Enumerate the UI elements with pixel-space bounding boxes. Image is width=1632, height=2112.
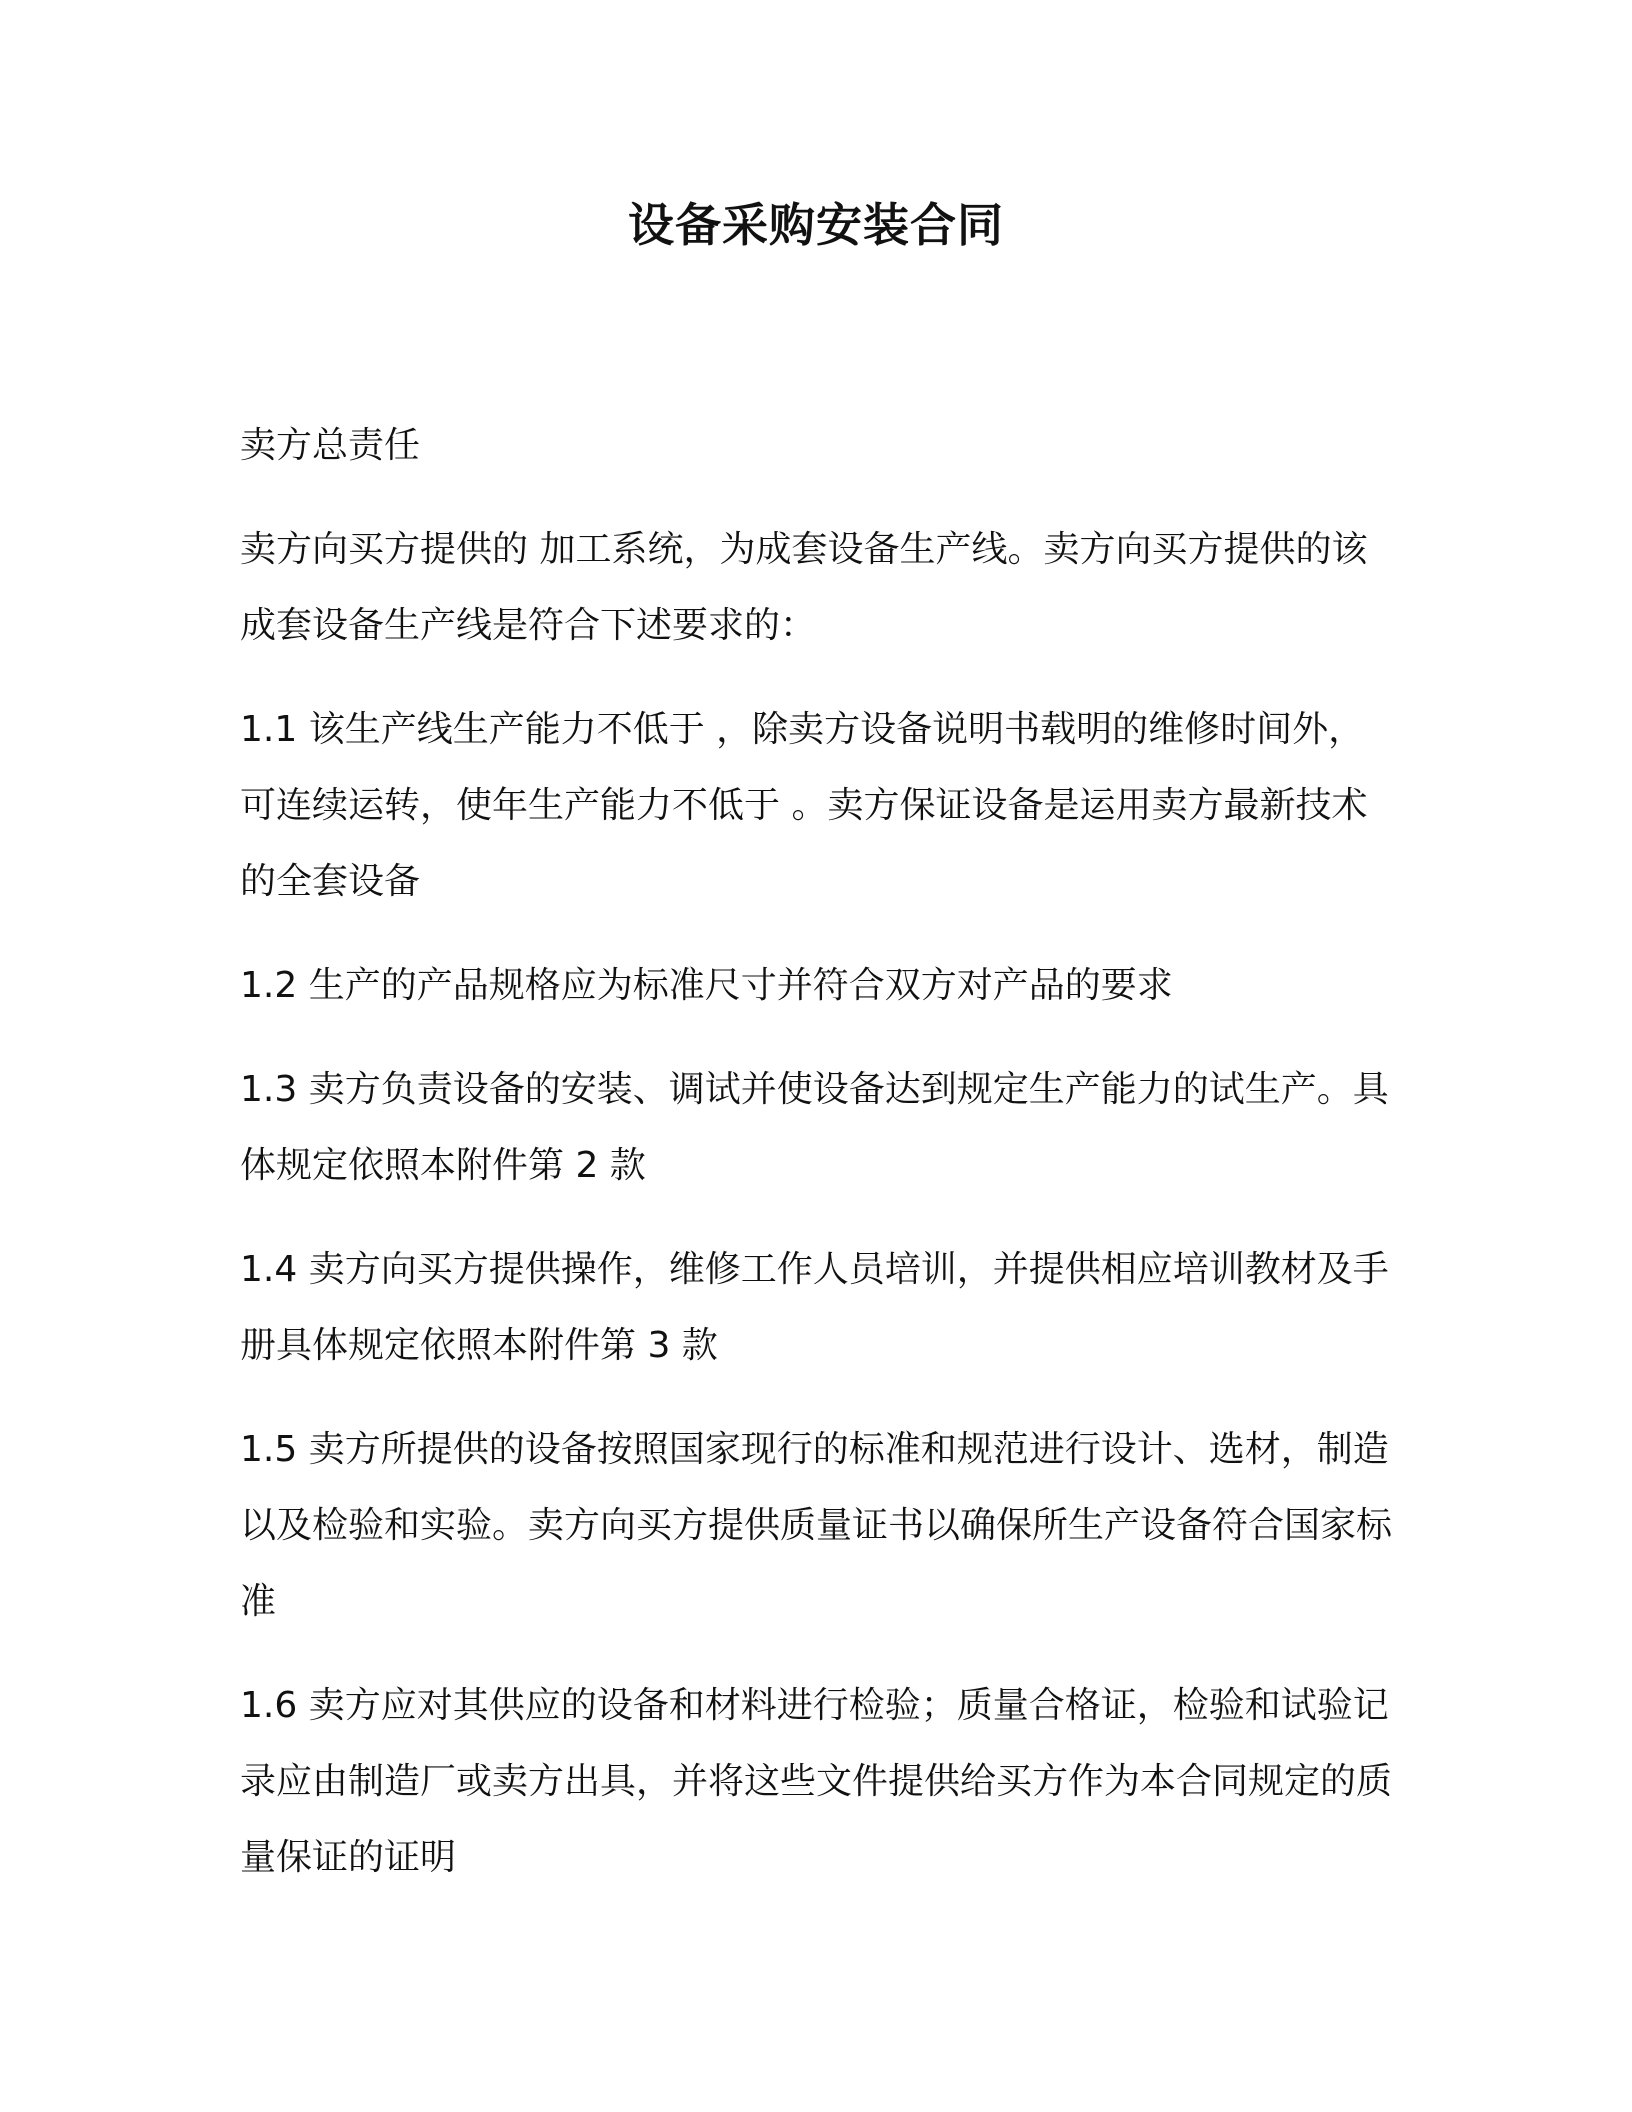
clause-1-5: 1.5 卖方所提供的设备按照国家现行的标准和规范进行设计、选材，制造以及检验和实验。卖方向买方提供质量证书以确保所生产设备符合国家标准 xyxy=(240,1429,1393,1622)
intro-paragraph: 卖方向买方提供的 加工系统，为成套设备生产线。卖方向买方提供的该成套设备生产线是符合下述要求的： xyxy=(240,529,1368,646)
clause-1-2: 1.2 生产的产品规格应为标准尺寸并符合双方对产品的要求 xyxy=(240,965,1173,1006)
document-body xyxy=(240,408,1400,1924)
clause-1-3: 1.3 卖方负责设备的安装、调试并使设备达到规定生产能力的试生产。具体规定依照本附件第 2 款 xyxy=(240,1069,1389,1186)
section-heading: 卖方总责任 xyxy=(240,425,421,466)
clause-1-6: 1.6 卖方应对其供应的设备和材料进行检验；质量合格证，检验和试验记录应由制造厂或卖方出具，并将这些文件提供给买方作为本合同规定的质量保证的证明 xyxy=(240,1685,1393,1878)
document-title: 设备采购安装合同 xyxy=(628,198,1004,252)
clause-1-4: 1.4 卖方向买方提供操作，维修工作人员培训，并提供相应培训教材及手册具体规定依照本附件第 3 款 xyxy=(240,1249,1389,1366)
clause-1-1: 1.1 该生产线生产能力不低于 ，除卖方设备说明书载明的维修时间外，可连续运转，使年生产能力不低于 。卖方保证设备是运用卖方最新技术的全套设备 xyxy=(240,709,1368,902)
